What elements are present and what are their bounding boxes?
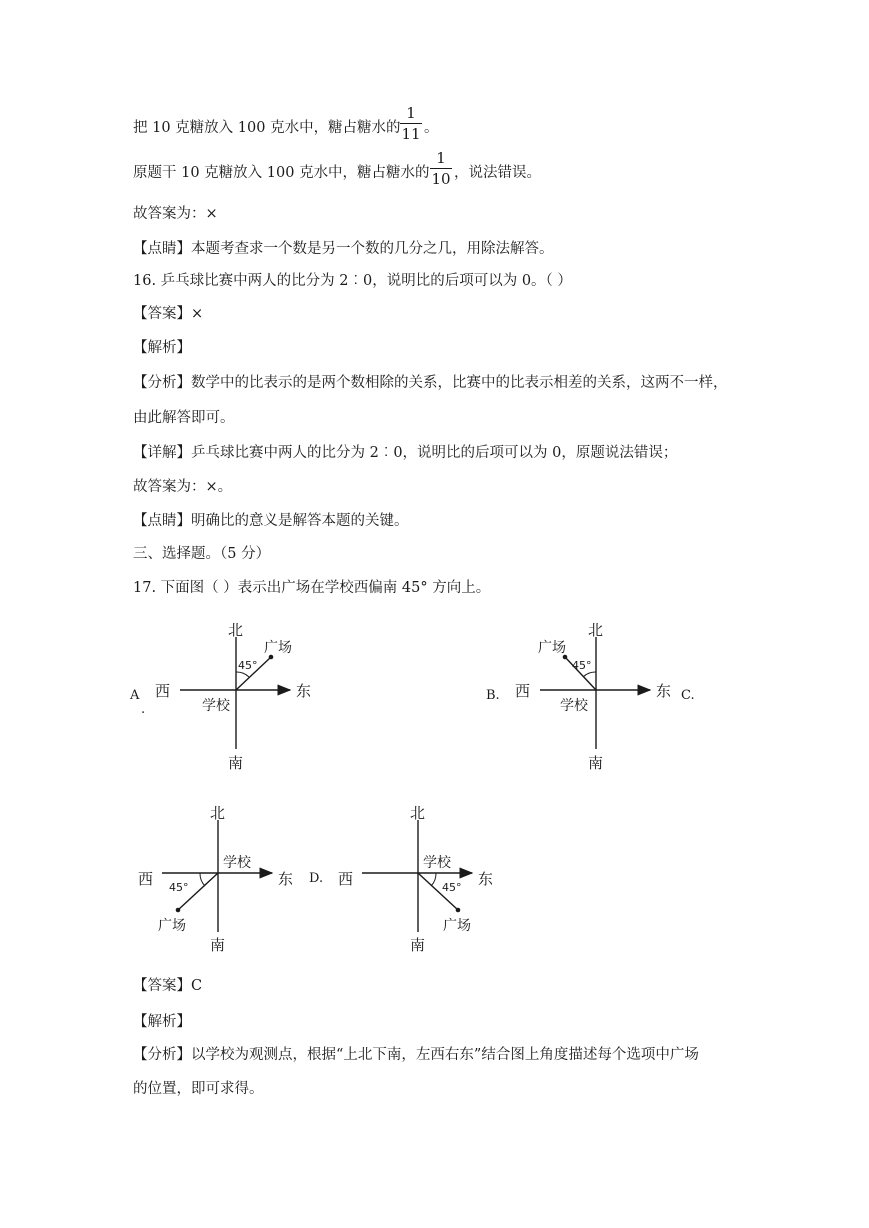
compass-diagram-a <box>150 615 330 775</box>
east-label: 东 <box>278 870 294 888</box>
text-line-1-tail <box>424 118 439 138</box>
option-a-dot <box>141 702 145 718</box>
fraction-1-10 <box>430 149 452 188</box>
analysis-16-text: 【分析】数学中的比表示的是两个数相除的关系，比赛中的比表示相差的关系，这两不一样， <box>133 375 728 391</box>
fraction-denominator: 10 <box>431 170 451 188</box>
school-label: 学校 <box>202 698 230 714</box>
conclusion-16: 故答案为：×。 <box>133 479 233 495</box>
plaza-label: 广场 <box>538 640 566 656</box>
section-heading-choice: 三、选择题。（5 分） <box>133 546 271 562</box>
angle-label: 45° <box>169 881 189 894</box>
north-label: 北 <box>588 621 604 639</box>
compass-diagram-b <box>510 615 690 775</box>
text-line-3: 故答案为：× <box>133 206 218 222</box>
east-label: 东 <box>296 682 312 700</box>
angle-label: 45° <box>572 659 592 672</box>
south-label: 南 <box>588 754 604 772</box>
fraction-denominator: 11 <box>401 125 421 143</box>
answer-17: 【答案】C <box>133 978 203 994</box>
school-label: 学校 <box>423 855 451 871</box>
school-label: 学校 <box>223 855 251 871</box>
plaza-label: 广场 <box>264 640 292 656</box>
analysis-17-text: 【分析】以学校为观测点，根据“上北下南，左西右东”结合图上角度描述每个选项中广场 <box>133 1047 699 1063</box>
insight-16: 【点睛】明确比的意义是解答本题的关键。 <box>133 513 409 529</box>
compass-diagram-c <box>132 800 312 960</box>
east-label: 东 <box>478 870 494 888</box>
answer-16: 【答案】× <box>133 306 204 322</box>
detail-16: 【详解】乒乓球比赛中两人的比分为 2︰0，说明比的后项可以为 0，原题说法错误； <box>133 445 678 461</box>
west-label: 西 <box>338 870 354 888</box>
angle-label: 45° <box>442 881 462 894</box>
analysis-17-heading: 【解析】 <box>133 1014 191 1030</box>
west-label: 西 <box>138 870 154 888</box>
south-label: 南 <box>410 936 426 954</box>
fraction-numerator: 1 <box>436 149 446 167</box>
text-line-4: 【点睛】本题考查求一个数是另一个数的几分之几，用除法解答。 <box>133 241 554 257</box>
text-line-2-tail <box>454 163 541 183</box>
south-label: 南 <box>210 936 226 954</box>
analysis-17-text-cont: 的位置，即可求得。 <box>133 1081 264 1097</box>
option-b-label: B. <box>486 688 500 703</box>
text-line-2 <box>133 163 430 183</box>
line-1-text: 把 10 克糖放入 100 克水中，糖占糖水的 <box>133 120 401 136</box>
option-c-label: C. <box>681 688 695 703</box>
line-2-text: 原题干 10 克糖放入 100 克水中，糖占糖水的 <box>133 165 430 181</box>
fraction-bar <box>400 123 422 124</box>
option-a-label <box>130 688 139 704</box>
north-label: 北 <box>228 621 244 639</box>
angle-label: 45° <box>238 659 258 672</box>
west-label: 西 <box>515 682 531 700</box>
east-label: 东 <box>656 682 672 700</box>
compass-diagram-d <box>332 800 512 960</box>
plaza-label: 广场 <box>443 918 471 934</box>
west-label: 西 <box>155 682 171 700</box>
north-label: 北 <box>410 804 426 822</box>
school-label: 学校 <box>560 698 588 714</box>
option-a-letter: A <box>130 688 140 703</box>
option-a-dot-char: . <box>141 702 146 717</box>
question-17: 17. 下面图（ ）表示出广场在学校西偏南 45° 方向上。 <box>133 580 491 596</box>
line-2-tail: ，说法错误。 <box>454 165 541 181</box>
option-d-label: D. <box>309 871 324 886</box>
plaza-label: 广场 <box>158 918 186 934</box>
south-label: 南 <box>228 754 244 772</box>
analysis-16-heading: 【解析】 <box>133 340 191 356</box>
question-16: 16. 乒乓球比赛中两人的比分为 2︰0，说明比的后项可以为 0。（ ） <box>133 273 572 289</box>
fraction-1-11 <box>400 104 422 143</box>
analysis-16-text-cont: 由此解答即可。 <box>133 410 235 426</box>
fraction-numerator: 1 <box>406 104 416 122</box>
north-label: 北 <box>210 804 226 822</box>
fraction-bar <box>430 168 452 169</box>
line-1-tail: 。 <box>424 120 439 136</box>
text-line-1 <box>133 118 401 138</box>
